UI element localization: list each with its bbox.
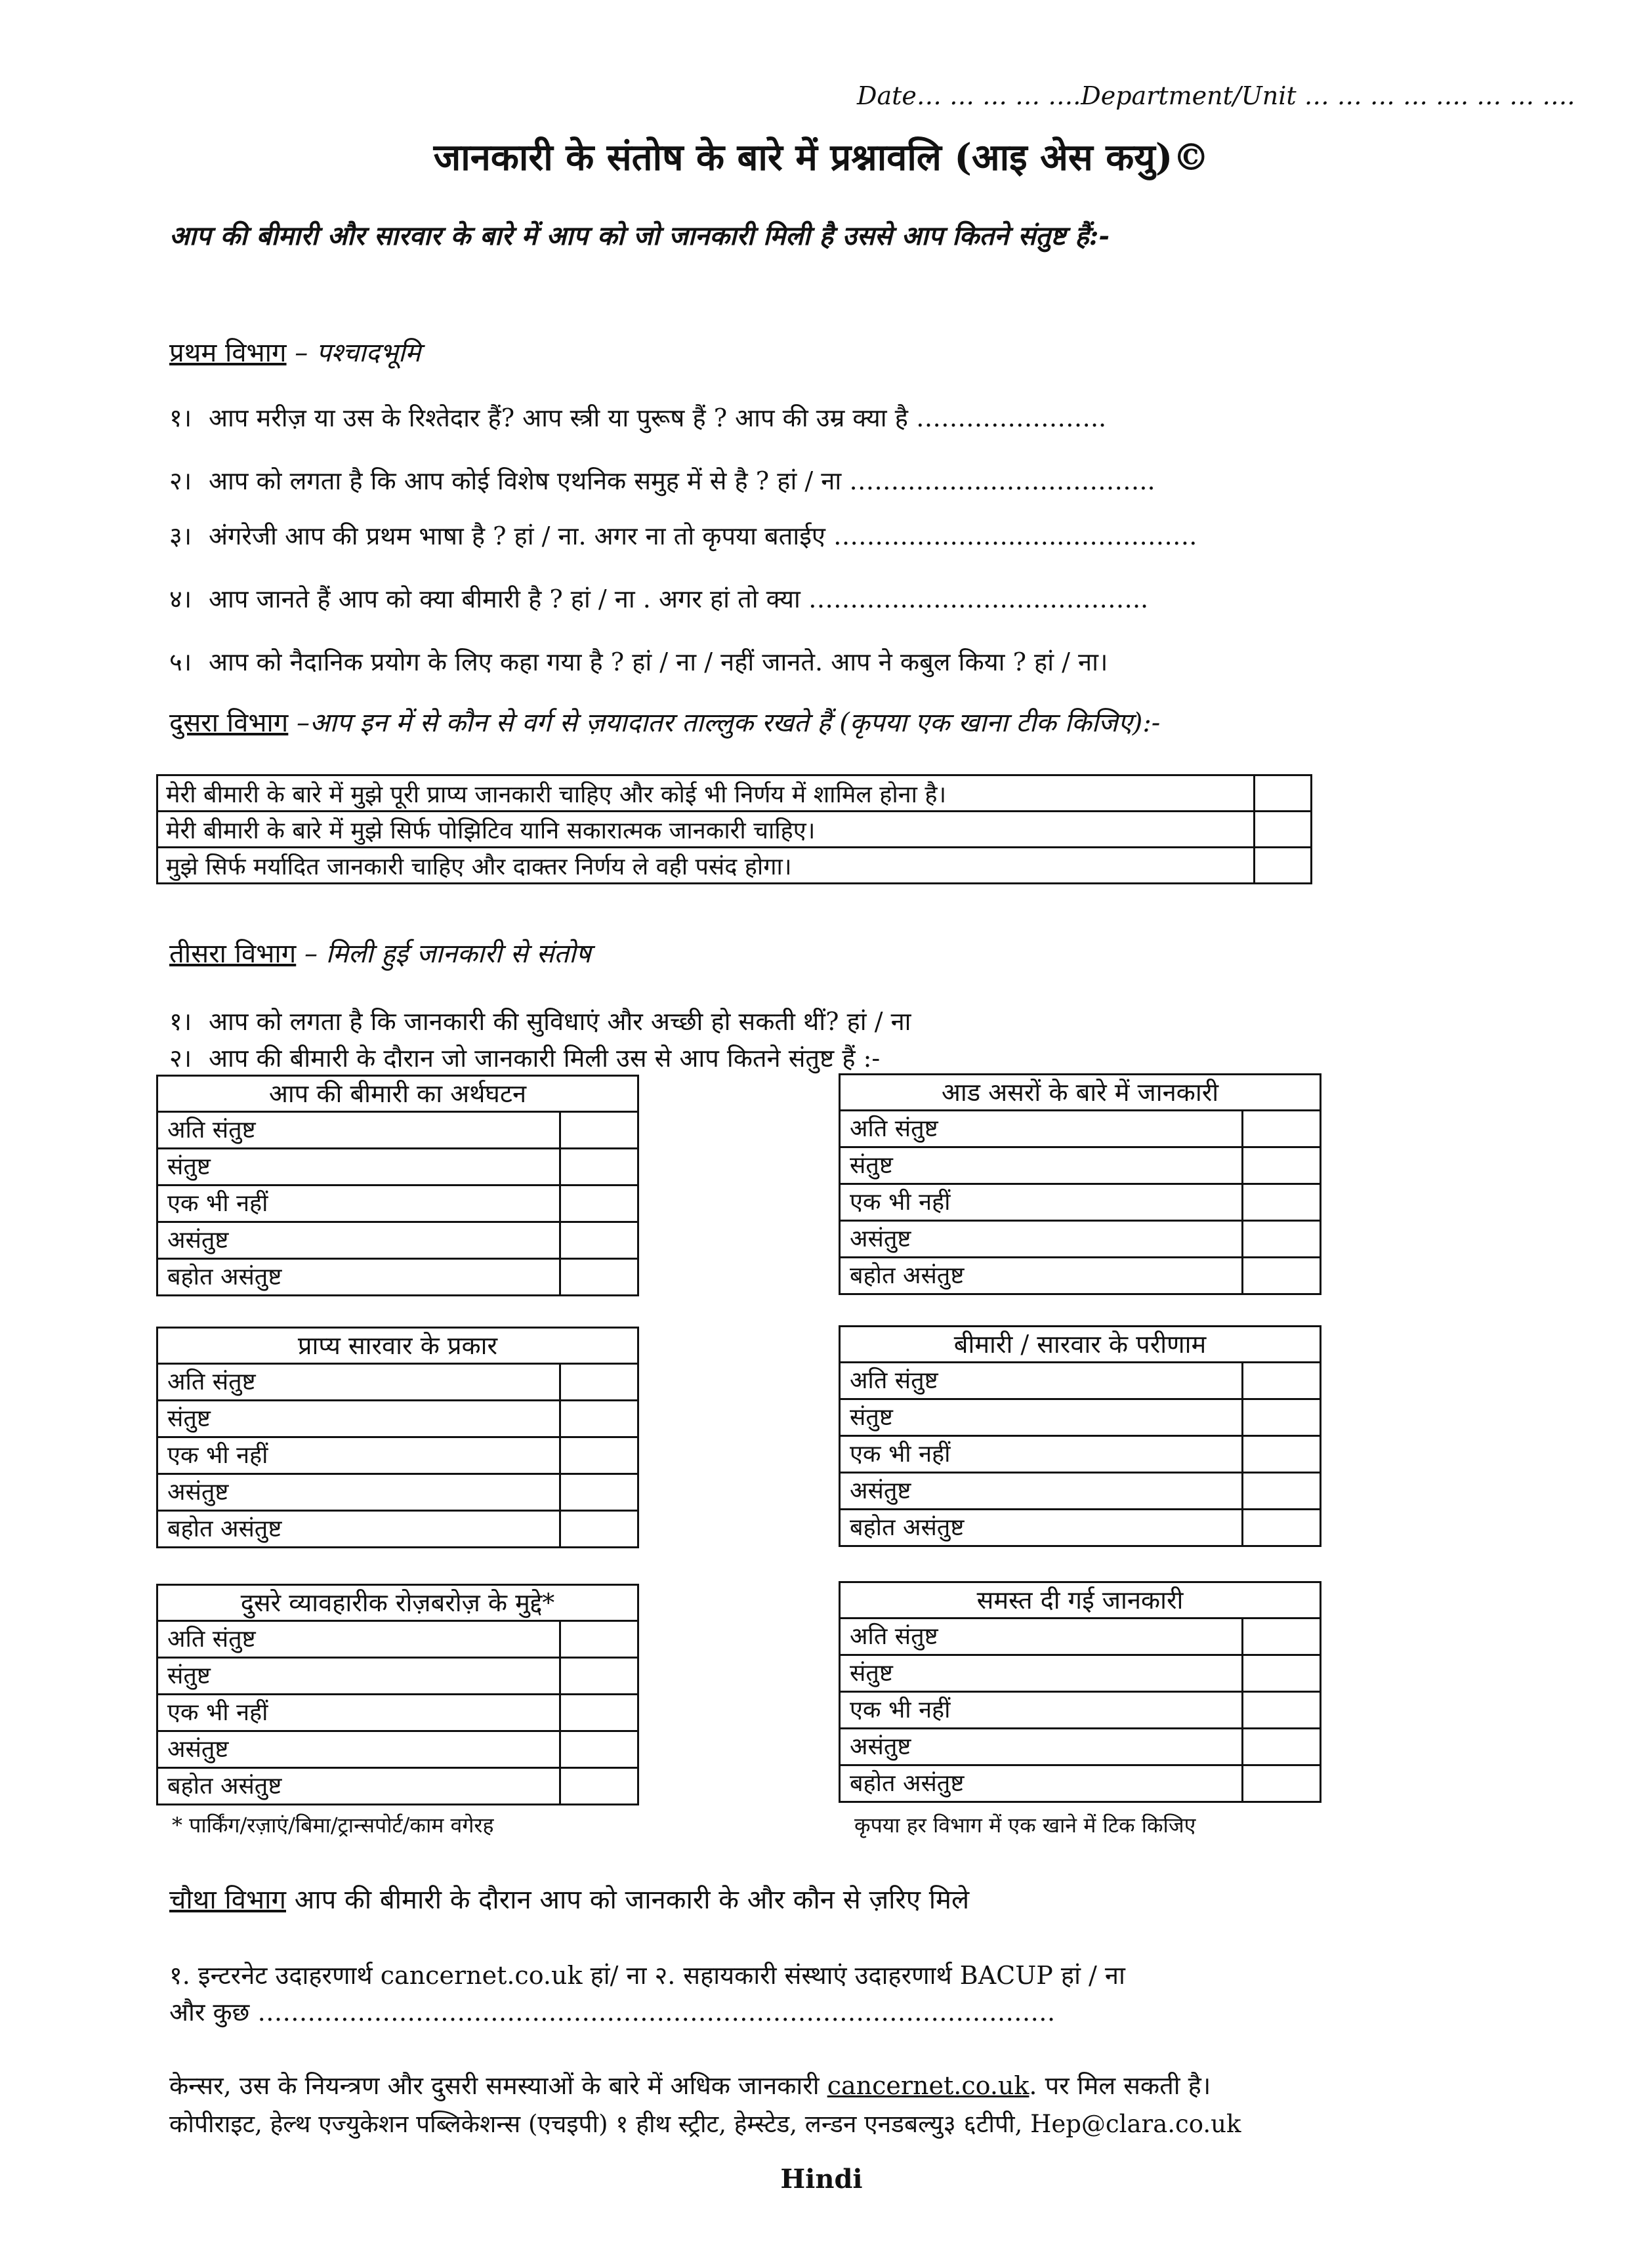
section3-heading xyxy=(169,934,591,970)
satisfaction-table-caption: दुसरे व्यावहारीक रोज़बरोज़ के मुद्दे* xyxy=(158,1586,637,1622)
satisfaction-checkbox[interactable] xyxy=(561,1260,637,1294)
satisfaction-label: असंतुष्ट xyxy=(841,1729,1243,1764)
cancernet-link[interactable]: cancernet.co.uk xyxy=(827,2071,1029,2100)
satisfaction-checkbox[interactable] xyxy=(1243,1510,1320,1545)
satisfaction-row xyxy=(841,1400,1320,1437)
satisfaction-label: अति संतुष्ट xyxy=(841,1619,1243,1654)
satisfaction-row xyxy=(158,1260,637,1294)
satisfaction-label: बहोत असंतुष्ट xyxy=(841,1766,1243,1801)
satisfaction-row xyxy=(158,1659,637,1695)
satisfaction-row xyxy=(841,1656,1320,1693)
s1-question-5: ५। आप को नैदानिक प्रयोग के लिए कहा गया है ? हां / ना / नहीं जानते. आप ने कबुल किया ? हां / ना। xyxy=(169,648,1108,676)
section3-subtitle: – मिली हुई जानकारी से संतोष xyxy=(304,939,591,969)
preference-option-label: मेरी बीमारी के बारे में मुझे सिर्फ पोझिटिव यानि सकारात्मक जानकारी चाहिए। xyxy=(157,812,1255,848)
satisfaction-label: संतुष्ट xyxy=(841,1400,1243,1435)
satisfaction-checkbox[interactable] xyxy=(561,1113,637,1147)
satisfaction-row xyxy=(158,1475,637,1512)
satisfaction-label: बहोत असंतुष्ट xyxy=(841,1258,1243,1293)
preference-option-label: मुझे सिर्फ मर्यादित जानकारी चाहिए और दाक्तर निर्णय ले वही पसंद होगा। xyxy=(157,848,1255,884)
satisfaction-row xyxy=(158,1149,637,1186)
satisfaction-row xyxy=(841,1510,1320,1545)
satisfaction-checkbox[interactable] xyxy=(1243,1185,1320,1220)
satisfaction-label: संतुष्ट xyxy=(841,1656,1243,1691)
s3-question-1: १। आप को लगता है कि जानकारी की सुविधाएं और अच्छी हो सकती थीं? हां / ना xyxy=(169,1007,911,1036)
satisfaction-checkbox[interactable] xyxy=(561,1512,637,1546)
page-subtitle: आप की बीमारी और सारवार के बारे में आप को जो जानकारी मिली है उससे आप कितने संतुष्ट हैं:- xyxy=(169,220,1110,251)
section1-subtitle: – पश्चादभूमि xyxy=(295,338,421,368)
satisfaction-label: अति संतुष्ट xyxy=(158,1113,561,1147)
satisfaction-label: संतुष्ट xyxy=(841,1148,1243,1183)
preference-row xyxy=(157,775,1312,812)
satisfaction-row xyxy=(158,1622,637,1659)
satisfaction-checkbox[interactable] xyxy=(561,1695,637,1730)
satisfaction-row xyxy=(158,1113,637,1149)
s3-question-2: २। आप की बीमारी के दौरान जो जानकारी मिली उस से आप कितने संतुष्ट हैं :- xyxy=(169,1044,881,1073)
satisfaction-table-caption: आड असरों के बारे में जानकारी xyxy=(841,1075,1320,1111)
satisfaction-table-caption: समस्त दी गई जानकारी xyxy=(841,1583,1320,1619)
s4-line-2: और कुछ …………………………………………………………………………………… xyxy=(169,1998,1056,2027)
satisfaction-label: बहोत असंतुष्ट xyxy=(158,1769,561,1804)
satisfaction-checkbox[interactable] xyxy=(1243,1474,1320,1508)
satisfaction-table xyxy=(156,1075,639,1296)
s1-question-1: १। आप मरीज़ या उस के रिश्तेदार हैं? आप स्त्री या पुरूष हैं ? आप की उम्र क्या है ………………….. xyxy=(169,403,1107,432)
satisfaction-checkbox[interactable] xyxy=(561,1223,637,1258)
satisfaction-label: अति संतुष्ट xyxy=(841,1363,1243,1398)
satisfaction-table-caption: आप की बीमारी का अर्थघटन xyxy=(158,1077,637,1113)
satisfaction-label: बहोत असंतुष्ट xyxy=(841,1510,1243,1545)
satisfaction-label: एक भी नहीं xyxy=(158,1695,561,1730)
satisfaction-row xyxy=(841,1619,1320,1656)
satisfaction-checkbox[interactable] xyxy=(561,1365,637,1399)
satisfaction-label: अति संतुष्ट xyxy=(158,1365,561,1399)
satisfaction-row xyxy=(841,1222,1320,1258)
satisfaction-label: असंतुष्ट xyxy=(841,1474,1243,1508)
preference-row xyxy=(157,848,1312,884)
satisfaction-row xyxy=(841,1363,1320,1400)
satisfaction-row xyxy=(841,1693,1320,1729)
preference-checkbox[interactable] xyxy=(1255,775,1312,812)
satisfaction-row xyxy=(158,1365,637,1401)
satisfaction-label: असंतुष्ट xyxy=(158,1732,561,1767)
satisfaction-row xyxy=(841,1185,1320,1222)
satisfaction-row xyxy=(841,1111,1320,1148)
satisfaction-table xyxy=(839,1581,1321,1803)
satisfaction-checkbox[interactable] xyxy=(1243,1222,1320,1256)
satisfaction-checkbox[interactable] xyxy=(1243,1693,1320,1727)
satisfaction-checkbox[interactable] xyxy=(561,1149,637,1184)
satisfaction-checkbox[interactable] xyxy=(1243,1111,1320,1146)
satisfaction-checkbox[interactable] xyxy=(561,1475,637,1510)
satisfaction-label: असंतुष्ट xyxy=(158,1475,561,1510)
satisfaction-checkbox[interactable] xyxy=(561,1622,637,1657)
satisfaction-table-caption: प्राप्य सारवार के प्रकार xyxy=(158,1329,637,1365)
satisfaction-label: एक भी नहीं xyxy=(841,1437,1243,1472)
satisfaction-row xyxy=(841,1766,1320,1801)
s1-question-2: २। आप को लगता है कि आप कोई विशेष एथनिक समुह में से है ? हां / ना ……………..……………….. xyxy=(169,466,1155,495)
satisfaction-label: अति संतुष्ट xyxy=(841,1111,1243,1146)
satisfaction-checkbox[interactable] xyxy=(1243,1148,1320,1183)
closing-line-1: केन्सर, उस के नियन्त्रण और दुसरी समस्याओं के बारे में अधिक जानकारी cancernet.co.uk. पर मिल सकती है। xyxy=(169,2071,1211,2100)
satisfaction-label: एक भी नहीं xyxy=(841,1185,1243,1220)
satisfaction-checkbox[interactable] xyxy=(561,1769,637,1804)
section2-title: दुसरा विभाग xyxy=(169,708,289,738)
satisfaction-label: बहोत असंतुष्ट xyxy=(158,1260,561,1294)
section4-heading xyxy=(169,1880,969,1916)
satisfaction-row xyxy=(158,1695,637,1732)
preference-checkbox[interactable] xyxy=(1255,812,1312,848)
satisfaction-checkbox[interactable] xyxy=(561,1659,637,1693)
section4-title: चौथा विभाग xyxy=(169,1885,286,1915)
section3-title: तीसरा विभाग xyxy=(169,939,297,969)
satisfaction-label: संतुष्ट xyxy=(158,1659,561,1693)
satisfaction-label: असंतुष्ट xyxy=(158,1223,561,1258)
satisfaction-row xyxy=(158,1401,637,1438)
footnote-right: कृपया हर विभाग में एक खाने में टिक किजिए xyxy=(854,1813,1196,1838)
section1-title: प्रथम विभाग xyxy=(169,338,287,368)
satisfaction-table xyxy=(156,1327,639,1548)
satisfaction-label: बहोत असंतुष्ट xyxy=(158,1512,561,1546)
satisfaction-checkbox[interactable] xyxy=(1243,1437,1320,1472)
section2-heading xyxy=(169,703,1160,739)
satisfaction-label: एक भी नहीं xyxy=(158,1186,561,1221)
satisfaction-checkbox[interactable] xyxy=(561,1732,637,1767)
satisfaction-row xyxy=(158,1186,637,1223)
satisfaction-checkbox[interactable] xyxy=(561,1186,637,1221)
preference-row xyxy=(157,812,1312,848)
s1-question-4: ४। आप जानते हैं आप को क्या बीमारी है ? हां / ना . अगर हां तो क्या ………………………………….. xyxy=(169,585,1149,613)
satisfaction-row xyxy=(841,1148,1320,1185)
footnote-left: * पार्किंग/रज़ाएं/बिमा/ट्रान्सपोर्ट/काम वगेरह xyxy=(172,1813,494,1838)
satisfaction-row xyxy=(158,1223,637,1260)
preference-table xyxy=(156,774,1312,884)
satisfaction-row xyxy=(158,1512,637,1546)
closing-line-2: कोपीराइट, हेल्थ एज्युकेशन पब्लिकेशन्स (एचइपी) १ हीथ स्ट्रीट, हेम्स्टेड, लन्डन एनडबल्यु३ ६टीपी, Hep@clara.co.uk xyxy=(169,2110,1241,2138)
satisfaction-table xyxy=(839,1073,1321,1295)
preference-checkbox[interactable] xyxy=(1255,848,1312,884)
satisfaction-label: असंतुष्ट xyxy=(841,1222,1243,1256)
satisfaction-table xyxy=(839,1325,1321,1547)
satisfaction-checkbox[interactable] xyxy=(561,1438,637,1473)
satisfaction-checkbox[interactable] xyxy=(1243,1258,1320,1293)
satisfaction-checkbox[interactable] xyxy=(1243,1656,1320,1691)
satisfaction-table-caption: बीमारी / सारवार के परीणाम xyxy=(841,1327,1320,1363)
satisfaction-row xyxy=(158,1438,637,1475)
section2-subtitle: –आप इन में से कौन से वर्ग से ज़यादातर ताल्लुक रखते हैं (कृपया एक खाना टीक किजिए):- xyxy=(297,708,1161,738)
language-footer: Hindi xyxy=(780,2164,863,2195)
satisfaction-label: संतुष्ट xyxy=(158,1149,561,1184)
satisfaction-table xyxy=(156,1584,639,1805)
satisfaction-row xyxy=(841,1729,1320,1766)
s1-question-3: ३। अंगरेजी आप की प्रथम भाषा है ? हां / ना. अगर ना तो कृपया बताईए …………………..…..……………. xyxy=(169,522,1197,550)
s4-line-1: १. इन्टरनेट उदाहरणार्थ cancernet.co.uk हां/ ना २. सहायकारी संस्थाएं उदाहरणार्थ BACUP हां / ना xyxy=(169,1961,1125,1990)
satisfaction-checkbox[interactable] xyxy=(1243,1363,1320,1398)
satisfaction-row xyxy=(841,1474,1320,1510)
satisfaction-row xyxy=(158,1769,637,1804)
satisfaction-label: संतुष्ट xyxy=(158,1401,561,1436)
satisfaction-checkbox[interactable] xyxy=(1243,1729,1320,1764)
date-department-line: Date… … … … ….Department/Unit … … … … …. … … …. xyxy=(857,81,1575,110)
satisfaction-checkbox[interactable] xyxy=(1243,1619,1320,1654)
section4-subtitle: आप की बीमारी के दौरान आप को जानकारी के और कौन से ज़रिए मिले xyxy=(294,1885,970,1915)
satisfaction-label: अति संतुष्ट xyxy=(158,1622,561,1657)
satisfaction-row xyxy=(841,1258,1320,1293)
satisfaction-label: एक भी नहीं xyxy=(158,1438,561,1473)
satisfaction-label: एक भी नहीं xyxy=(841,1693,1243,1727)
satisfaction-row xyxy=(841,1437,1320,1474)
satisfaction-checkbox[interactable] xyxy=(1243,1766,1320,1801)
satisfaction-checkbox[interactable] xyxy=(561,1401,637,1436)
satisfaction-row xyxy=(158,1732,637,1769)
satisfaction-checkbox[interactable] xyxy=(1243,1400,1320,1435)
preference-option-label: मेरी बीमारी के बारे में मुझे पूरी प्राप्य जानकारी चाहिए और कोई भी निर्णय में शामिल होना है। xyxy=(157,775,1255,812)
page-title: जानकारी के संतोष के बारे में प्रश्नावलि (आइ अेस कयु)© xyxy=(433,136,1210,179)
section1-heading xyxy=(169,333,421,369)
